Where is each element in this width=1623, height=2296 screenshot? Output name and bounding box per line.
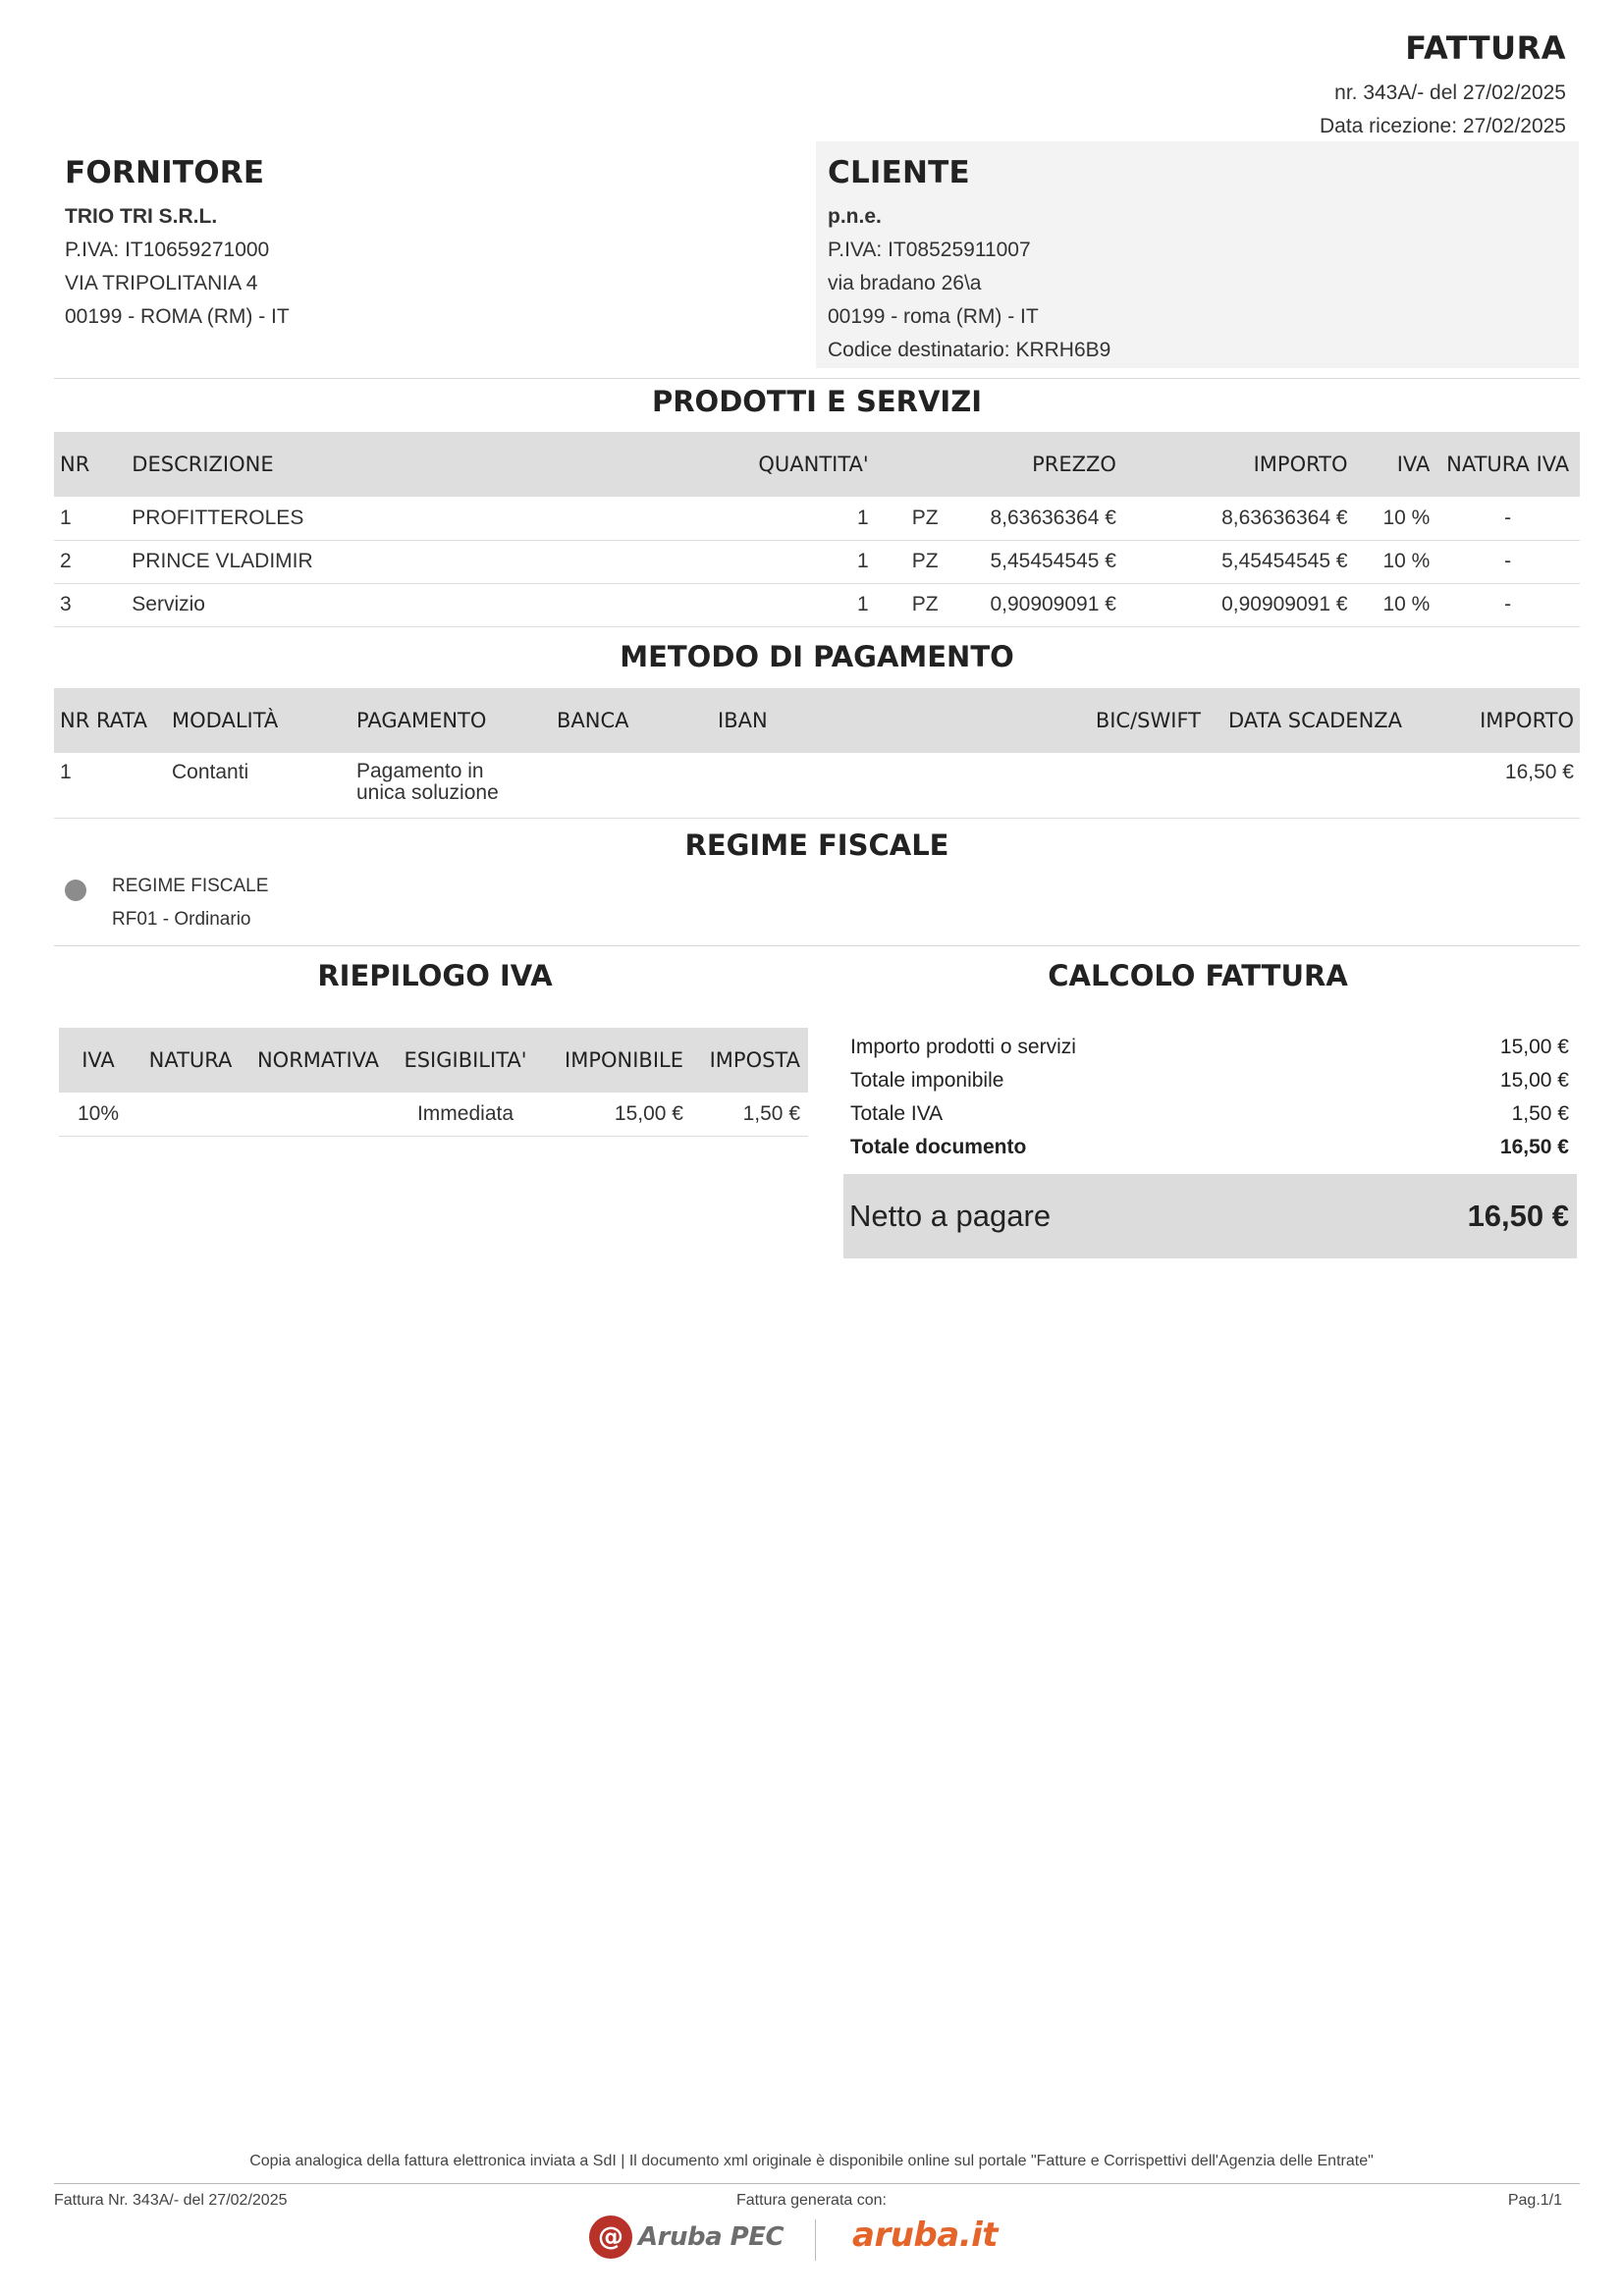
table-row bbox=[59, 1093, 808, 1136]
totals-title: CALCOLO FATTURA bbox=[1048, 959, 1348, 992]
client-block bbox=[816, 141, 1579, 368]
vat-summary-title: RIEPILOGO IVA bbox=[317, 959, 553, 992]
products-title: PRODOTTI E SERVIZI bbox=[651, 385, 983, 418]
cell-price: 5,45454545 € bbox=[947, 540, 1122, 583]
divider bbox=[54, 378, 1580, 379]
totals-row bbox=[844, 1097, 1577, 1131]
col-nr: NR bbox=[54, 432, 126, 497]
regime-title: REGIME FISCALE bbox=[684, 828, 949, 862]
cell-quantity: 1 bbox=[671, 540, 874, 583]
cell-amount: 5,45454545 € bbox=[1122, 540, 1354, 583]
supplier-address: VIA TRIPOLITANIA 4 bbox=[65, 272, 258, 294]
cell-regulation bbox=[243, 1093, 393, 1136]
totals-label: Totale IVA bbox=[850, 1102, 944, 1125]
document-title: FATTURA bbox=[1405, 29, 1566, 67]
aruba-pec-logo-text: Aruba PEC bbox=[638, 2222, 784, 2252]
cell-mode: Contanti bbox=[166, 753, 351, 818]
footer-page-number: Pag.1/1 bbox=[1507, 2192, 1562, 2209]
aruba-pec-logo bbox=[589, 2216, 784, 2259]
net-to-pay-value: 16,50 € bbox=[1467, 1199, 1569, 1233]
supplier-heading: FORNITORE bbox=[65, 155, 265, 190]
totals-row bbox=[844, 1031, 1577, 1064]
cell-unit: PZ bbox=[875, 497, 947, 540]
products-table bbox=[54, 432, 1580, 627]
client-address: via bradano 26\a bbox=[828, 272, 982, 294]
bullet-icon bbox=[65, 880, 86, 901]
supplier-name: TRIO TRI S.R.L. bbox=[65, 205, 218, 228]
totals-block bbox=[844, 1031, 1577, 1258]
regime-value: RF01 - Ordinario bbox=[112, 909, 251, 930]
totals-label: Importo prodotti o servizi bbox=[850, 1036, 1076, 1058]
logo-divider bbox=[815, 2219, 816, 2261]
col-taxable: IMPONIBILE bbox=[538, 1028, 691, 1093]
cell-description: Servizio bbox=[126, 583, 671, 626]
col-installment: NR RATA bbox=[54, 688, 166, 753]
cell-vat-rate: 10% bbox=[59, 1093, 137, 1136]
col-regulation: NORMATIVA bbox=[243, 1028, 393, 1093]
cell-amount: 8,63636364 € bbox=[1122, 497, 1354, 540]
col-amount: IMPORTO bbox=[1122, 432, 1354, 497]
cell-price: 8,63636364 € bbox=[947, 497, 1122, 540]
aruba-it-logo: aruba.it bbox=[852, 2216, 999, 2255]
totals-row bbox=[844, 1064, 1577, 1097]
col-nature: NATURA bbox=[137, 1028, 243, 1093]
col-iban: IBAN bbox=[712, 688, 1055, 753]
supplier-vat: P.IVA: IT10659271000 bbox=[65, 239, 270, 261]
totals-label: Totale imponibile bbox=[850, 1069, 1004, 1092]
vat-summary-table bbox=[59, 1028, 808, 1137]
cell-nr: 1 bbox=[54, 497, 126, 540]
cell-nr: 2 bbox=[54, 540, 126, 583]
cell-quantity: 1 bbox=[671, 497, 874, 540]
totals-value: 16,50 € bbox=[1499, 1136, 1569, 1158]
col-payment: PAGAMENTO bbox=[351, 688, 551, 753]
col-vat-nature: NATURA IVA bbox=[1435, 432, 1580, 497]
cell-vat: 10 % bbox=[1354, 540, 1436, 583]
cell-vat-nature: - bbox=[1435, 540, 1580, 583]
document-header bbox=[1320, 29, 1566, 143]
vat-header-row bbox=[59, 1028, 808, 1093]
cell-vat: 10 % bbox=[1354, 497, 1436, 540]
table-row bbox=[54, 753, 1580, 818]
divider bbox=[54, 945, 1580, 946]
cell-bic bbox=[1055, 753, 1207, 818]
payment-table bbox=[54, 688, 1580, 819]
cell-vat-nature: - bbox=[1435, 497, 1580, 540]
cell-chargeability: Immediata bbox=[393, 1093, 538, 1136]
products-header-row bbox=[54, 432, 1580, 497]
cell-price: 0,90909091 € bbox=[947, 583, 1122, 626]
client-recipient-code: Codice destinatario: KRRH6B9 bbox=[828, 339, 1111, 361]
col-bank: BANCA bbox=[551, 688, 712, 753]
cell-payment: Pagamento in unica soluzione bbox=[351, 753, 551, 818]
supplier-block bbox=[55, 141, 801, 334]
col-mode: MODALITÀ bbox=[166, 688, 351, 753]
totals-value: 1,50 € bbox=[1511, 1102, 1569, 1125]
col-bic: BIC/SWIFT bbox=[1055, 688, 1207, 753]
cell-description: PRINCE VLADIMIR bbox=[126, 540, 671, 583]
totals-value: 15,00 € bbox=[1499, 1069, 1569, 1092]
col-chargeability: ESIGIBILITA' bbox=[393, 1028, 538, 1093]
cell-quantity: 1 bbox=[671, 583, 874, 626]
cell-unit: PZ bbox=[875, 540, 947, 583]
cell-nature bbox=[137, 1093, 243, 1136]
cell-unit: PZ bbox=[875, 583, 947, 626]
col-quantity: QUANTITA' bbox=[671, 432, 874, 497]
client-city: 00199 - roma (RM) - IT bbox=[828, 305, 1039, 328]
cell-nr: 3 bbox=[54, 583, 126, 626]
client-vat: P.IVA: IT08525911007 bbox=[828, 239, 1031, 261]
net-to-pay-label: Netto a pagare bbox=[849, 1199, 1052, 1233]
payment-title: METODO DI PAGAMENTO bbox=[620, 640, 1014, 673]
cell-tax: 1,50 € bbox=[691, 1093, 808, 1136]
cell-due-date bbox=[1207, 753, 1438, 818]
cell-bank bbox=[551, 753, 712, 818]
cell-iban bbox=[712, 753, 1055, 818]
col-vat-rate: IVA bbox=[59, 1028, 137, 1093]
cell-vat: 10 % bbox=[1354, 583, 1436, 626]
cell-installment: 1 bbox=[54, 753, 166, 818]
col-unit bbox=[875, 432, 947, 497]
table-row bbox=[54, 497, 1580, 540]
totals-row-document bbox=[844, 1131, 1577, 1164]
footer-logos bbox=[589, 2216, 1001, 2267]
invoice-number: nr. 343A/- del 27/02/2025 bbox=[1334, 81, 1566, 104]
col-payment-amount: IMPORTO bbox=[1438, 688, 1580, 753]
col-tax: IMPOSTA bbox=[691, 1028, 808, 1093]
client-heading: CLIENTE bbox=[828, 155, 970, 190]
client-name: p.n.e. bbox=[828, 205, 882, 228]
at-seal-icon: @ bbox=[589, 2216, 632, 2259]
totals-value: 15,00 € bbox=[1499, 1036, 1569, 1058]
cell-vat-nature: - bbox=[1435, 583, 1580, 626]
footer-note: Copia analogica della fattura elettronica inviata a SdI | Il documento xml originale è disponibile online sul portale "Fatture e Corrispettivi dell'Agenzia delle Entrate" bbox=[249, 2153, 1374, 2169]
net-to-pay bbox=[843, 1174, 1577, 1258]
totals-label: Totale documento bbox=[850, 1136, 1027, 1158]
col-vat: IVA bbox=[1354, 432, 1436, 497]
footer-divider bbox=[54, 2183, 1580, 2184]
col-due-date: DATA SCADENZA bbox=[1207, 688, 1438, 753]
supplier-city: 00199 - ROMA (RM) - IT bbox=[65, 305, 290, 328]
table-row bbox=[54, 540, 1580, 583]
received-date: Data ricezione: 27/02/2025 bbox=[1319, 115, 1566, 137]
cell-amount: 0,90909091 € bbox=[1122, 583, 1354, 626]
regime-label: REGIME FISCALE bbox=[112, 876, 269, 896]
cell-taxable: 15,00 € bbox=[538, 1093, 691, 1136]
footer-invoice-ref: Fattura Nr. 343A/- del 27/02/2025 bbox=[54, 2192, 288, 2209]
cell-payment-amount: 16,50 € bbox=[1438, 753, 1580, 818]
footer-generated-with: Fattura generata con: bbox=[736, 2192, 887, 2209]
table-row bbox=[54, 583, 1580, 626]
col-description: DESCRIZIONE bbox=[126, 432, 671, 497]
col-price: PREZZO bbox=[947, 432, 1122, 497]
payment-header-row bbox=[54, 688, 1580, 753]
cell-description: PROFITTEROLES bbox=[126, 497, 671, 540]
